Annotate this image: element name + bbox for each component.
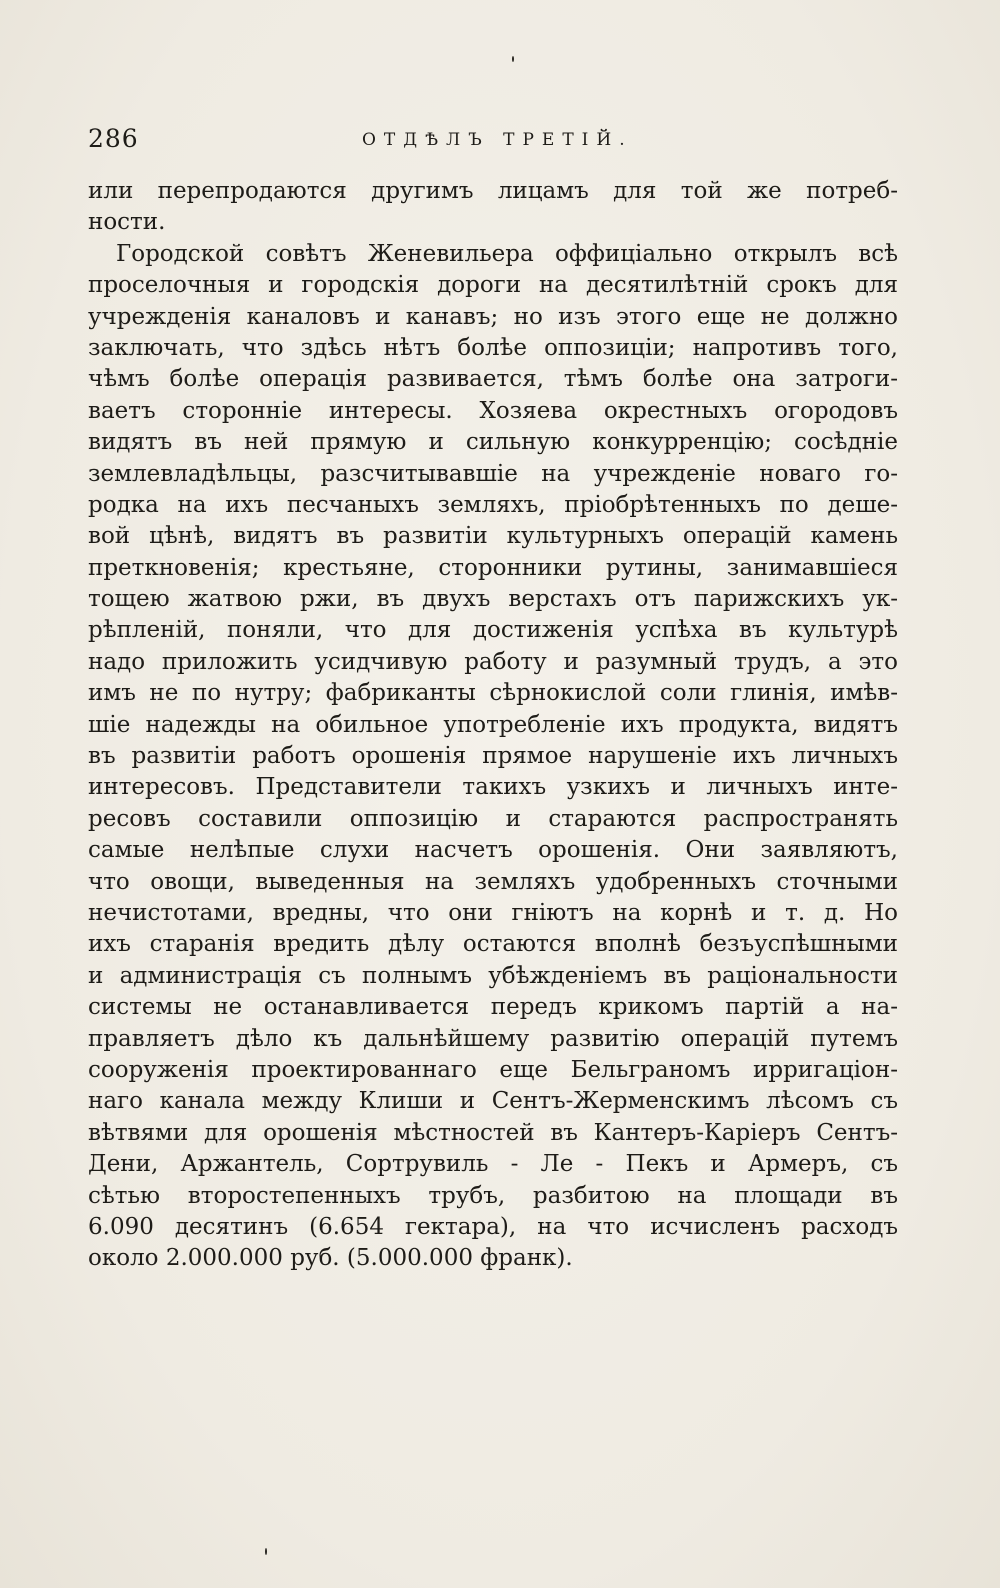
text-line: 6.090 десятинъ (6.654 гектара), на что исчисленъ расходъ (88, 1213, 898, 1240)
paper-speck (265, 1548, 267, 1555)
body-text (88, 176, 898, 1275)
text-line: проселочныя и городскія дороги на десятилѣтній срокъ для (88, 272, 898, 299)
text-line: землевладѣльцы, разсчитывавшіе на учрежденіе новаго го- (88, 460, 898, 487)
text-line: надо приложить усидчивую работу и разумный трудъ, а это (88, 648, 898, 675)
text-line: ихъ старанія вредить дѣлу остаются вполнѣ безъуспѣшными (88, 931, 898, 958)
text-line: ваетъ стороннie интересы. Хозяева окрестныхъ огородовъ (88, 397, 898, 424)
text-line: интересовъ. Представители такихъ узкихъ и личныхъ инте- (88, 774, 898, 801)
running-head: ОТДѢЛЪ ТРЕТІЙ. (362, 130, 633, 150)
text-line: и администрація съ полнымъ убѣжденіемъ въ раціональности (88, 962, 898, 989)
text-line: ресовъ составили оппозицію и стараются распространять (88, 805, 898, 832)
text-line: преткновенія; крестьяне, сторонники рутины, занимавшіеся (88, 554, 898, 581)
text-line: около 2.000.000 руб. (5.000.000 франк). (88, 1245, 573, 1272)
text-line: наго канала между Клиши и Сентъ-Жерменскимъ лѣсомъ съ (88, 1088, 898, 1115)
text-line: родка на ихъ песчаныхъ земляхъ, пріобрѣтенныхъ по деше- (88, 491, 898, 518)
text-line: рѣпленій, поняли, что для достиженія успѣха въ культурѣ (88, 617, 898, 644)
text-line: системы не останавливается передъ крикомъ партій а на- (88, 994, 898, 1021)
text-line: ности. (88, 209, 166, 236)
text-line: правляетъ дѣло къ дальнѣйшему развитію операцій путемъ (88, 1025, 898, 1052)
text-line: сѣтью второстепенныхъ трубъ, разбитою на площади въ (88, 1182, 898, 1209)
text-line: тощею жатвою ржи, въ двухъ верстахъ отъ парижскихъ ук- (88, 586, 898, 613)
text-line: вѣтвями для орошенія мѣстностей въ Кантеръ-Карiеръ Сентъ- (88, 1119, 898, 1146)
page-number: 286 (88, 124, 139, 153)
text-line: видятъ въ ней прямую и сильную конкурренцію; сосѣдніе (88, 429, 898, 456)
text-line: сооруженія проектированнаго еще Бельграномъ ирригаціон- (88, 1056, 898, 1083)
text-line: въ развитіи работъ орошенія прямое нарушеніе ихъ личныхъ (88, 743, 898, 770)
text-line: что овощи, выведенныя на земляхъ удобренныхъ сточными (88, 868, 898, 895)
page-header (88, 124, 898, 158)
text-line: чѣмъ болѣе операція развивается, тѣмъ болѣе она затроги- (88, 366, 898, 393)
text-line: имъ не по нутру; фабриканты сѣрнокислой соли глинія, имѣв- (88, 680, 898, 707)
text-line: заключать, что здѣсь нѣтъ болѣе оппозиціи; напротивъ того, (88, 334, 898, 361)
paper-speck (512, 56, 514, 62)
text-line: шіе надежды на обильное употребленіе ихъ продукта, видятъ (88, 711, 898, 738)
text-line: Дени, Аржантель, Сортрувиль - Ле - Пекъ и Армеръ, съ (88, 1151, 898, 1178)
text-line: самые нелѣпые слухи насчетъ орошенія. Они заявляютъ, (88, 837, 898, 864)
text-line: учрежденія каналовъ и канавъ; но изъ этого еще не должно (88, 303, 898, 330)
text-line: нечистотами, вредны, что они гніютъ на корнѣ и т. д. Но (88, 899, 898, 926)
paragraph-start-line: Городской совѣтъ Женевильера оффиціально открылъ всѣ (116, 240, 898, 267)
text-line: вой цѣнѣ, видятъ въ развитіи культурныхъ операцій камень (88, 523, 898, 550)
text-line: или перепродаются другимъ лицамъ для той же потреб- (88, 178, 898, 204)
